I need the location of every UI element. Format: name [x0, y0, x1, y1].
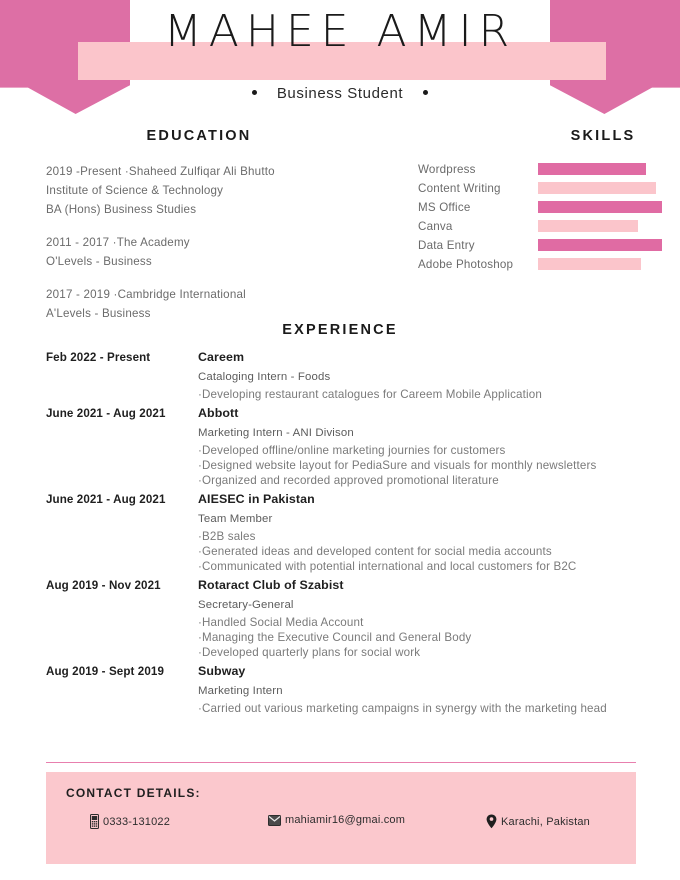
contact-section	[46, 772, 636, 864]
skill-label: Data Entry	[418, 239, 475, 252]
subtitle-text: Business Student	[276, 85, 404, 102]
experience-list	[0, 350, 680, 716]
skill-bar-fill	[538, 239, 662, 251]
experience-body	[198, 513, 664, 574]
skill-bar-fill	[538, 201, 662, 213]
skill-bar-fill	[538, 182, 656, 194]
education-line: O'Levels - Business	[46, 255, 152, 268]
experience-bullet: ·Generated ideas and developed content for social media accounts	[198, 545, 552, 558]
experience-heading: EXPERIENCE	[282, 322, 398, 338]
skill-label: MS Office	[418, 201, 471, 214]
subtitle-row	[0, 85, 680, 102]
contact-location-text: Karachi, Pakistan	[501, 815, 590, 828]
skill-row	[418, 198, 668, 217]
experience-role: Team Member	[198, 513, 273, 525]
contact-phone[interactable]	[90, 814, 170, 829]
experience-body	[198, 427, 664, 488]
experience-section	[0, 322, 680, 720]
skill-bar-fill	[538, 220, 638, 232]
experience-role: Secretary-General	[198, 599, 294, 611]
location-pin-icon	[486, 814, 497, 829]
experience-item	[46, 492, 664, 574]
skill-row	[418, 217, 668, 236]
education-line: BA (Hons) Business Studies	[46, 203, 197, 216]
skills-section	[418, 128, 668, 274]
experience-company: Careem	[198, 350, 245, 364]
experience-header	[46, 664, 664, 678]
education-line: 2019 -Present ·Shaheed Zulfiqar Ali Bhutto	[46, 165, 275, 178]
contact-heading: CONTACT DETAILS:	[66, 786, 201, 800]
experience-body	[198, 685, 664, 716]
education-section	[46, 128, 376, 337]
experience-item	[46, 578, 664, 660]
contact-email-text: mahiamir16@gmai.com	[285, 814, 406, 826]
skill-bar-track	[538, 160, 663, 179]
experience-dates: Aug 2019 - Sept 2019	[46, 665, 164, 678]
page-title: MAHEE AMIR	[163, 6, 517, 57]
mobile-phone-icon	[90, 814, 99, 829]
experience-header	[46, 492, 664, 506]
skill-bar-track	[538, 236, 663, 255]
skill-label: Canva	[418, 220, 453, 233]
education-line: 2011 - 2017 ·The Academy	[46, 236, 190, 249]
experience-dates: June 2021 - Aug 2021	[46, 493, 166, 506]
education-item	[46, 233, 376, 271]
experience-bullet: ·Designed website layout for PediaSure and visuals for monthly newsletters	[198, 459, 597, 472]
skill-bar-fill	[538, 258, 641, 270]
experience-dates: Feb 2022 - Present	[46, 351, 151, 364]
education-line: 2017 - 2019 ·Cambridge International	[46, 288, 246, 301]
experience-role: Cataloging Intern - Foods	[198, 371, 331, 383]
experience-header	[46, 350, 664, 364]
experience-company: Rotaract Club of Szabist	[198, 578, 344, 592]
experience-company: Subway	[198, 664, 246, 678]
skill-bar-track	[538, 179, 663, 198]
contact-location[interactable]	[486, 814, 590, 829]
experience-item	[46, 664, 664, 716]
experience-bullet: ·Developing restaurant catalogues for Careem Mobile Application	[198, 388, 542, 401]
experience-bullet: ·Developed quarterly plans for social work	[198, 646, 421, 659]
experience-dates: Aug 2019 - Nov 2021	[46, 579, 161, 592]
experience-header	[46, 406, 664, 420]
experience-role: Marketing Intern - ANI Divison	[198, 427, 354, 439]
skill-row	[418, 160, 668, 179]
contact-divider	[46, 762, 636, 763]
education-list	[46, 162, 376, 323]
experience-bullet: ·B2B sales	[198, 530, 256, 543]
education-line: A'Levels - Business	[46, 307, 151, 320]
experience-company: AIESEC in Pakistan	[198, 492, 315, 506]
header-banner	[0, 0, 680, 120]
experience-body	[198, 371, 664, 402]
skill-bar-track	[538, 217, 663, 236]
skill-label: Content Writing	[418, 182, 501, 195]
skill-row	[418, 236, 668, 255]
contact-phone-text: 0333-131022	[103, 815, 171, 828]
skill-label: Wordpress	[418, 163, 476, 176]
education-heading: EDUCATION	[146, 128, 252, 144]
experience-bullet: ·Communicated with potential international and local customers for B2C	[198, 560, 577, 573]
skill-label: Adobe Photoshop	[418, 258, 514, 271]
experience-item	[46, 406, 664, 488]
skills-list	[418, 160, 668, 274]
skills-heading: SKILLS	[570, 128, 636, 144]
skill-bar-fill	[538, 163, 646, 175]
experience-role: Marketing Intern	[198, 685, 283, 697]
experience-bullet: ·Organized and recorded approved promotional literature	[198, 474, 499, 487]
contact-items	[46, 814, 636, 836]
experience-bullet: ·Carried out various marketing campaigns in synergy with the marketing head	[198, 702, 607, 715]
skill-bar-track	[538, 198, 663, 217]
skill-bar-track	[538, 255, 663, 274]
experience-item	[46, 350, 664, 402]
experience-bullet: ·Managing the Executive Council and General Body	[198, 631, 472, 644]
envelope-icon	[268, 815, 281, 826]
education-item	[46, 162, 376, 219]
experience-header	[46, 578, 664, 592]
education-item	[46, 285, 376, 323]
skill-row	[418, 179, 668, 198]
experience-dates: June 2021 - Aug 2021	[46, 407, 166, 420]
experience-bullet: ·Developed offline/online marketing journies for customers	[198, 444, 506, 457]
bullet-dot-right-icon	[423, 90, 428, 95]
contact-email[interactable]	[268, 814, 405, 826]
bullet-dot-left-icon	[252, 90, 257, 95]
experience-company: Abbott	[198, 406, 239, 420]
skill-row	[418, 255, 668, 274]
experience-body	[198, 599, 664, 660]
education-line: Institute of Science & Technology	[46, 184, 224, 197]
experience-bullet: ·Handled Social Media Account	[198, 616, 364, 629]
